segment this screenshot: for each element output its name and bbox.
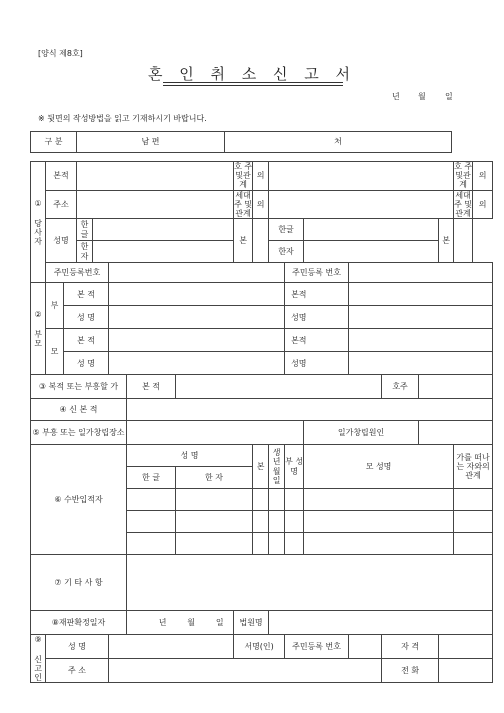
judgment-year-label: 년 [158,618,167,628]
wife-address-field[interactable] [269,190,454,219]
party-address-label: 주소 [46,190,77,219]
wife-hoju-label: 호 주 및관계 [454,162,473,190]
accompanying-bon-label: 본 [253,445,269,489]
husband-resident-label: 주민등록번호 [46,263,109,283]
form-id: [양식 제8호] [38,49,83,58]
husband-address-field[interactable] [77,190,234,219]
wife-father-name-field[interactable] [349,306,493,329]
accompanying-label: ⑥ 수반입적자 [31,445,127,555]
husband-bon-label: 본 [234,219,253,263]
wife-hoju-ui: 의 [473,162,493,191]
husband-hanja-label: 한자 [77,241,93,263]
wife-mother-bonjeok-label: 본적 [285,329,349,352]
return-house-hoju-label: 호주 [382,375,419,399]
other-matters-field[interactable] [127,555,493,611]
return-house-bonjeok-field[interactable] [176,375,382,399]
accompanying-father-label: 부 성명 [285,445,304,489]
reporter-qualification-field[interactable] [439,635,493,659]
wife-father-name-label: 성명 [285,306,349,329]
husband-father-name-field[interactable] [109,306,285,329]
wife-hangul-label: 한글 [269,219,304,241]
wife-bon-label: 본 [439,219,454,263]
husband-hoju-ui: 의 [253,162,269,191]
date-year-label: 년 [392,92,400,101]
wife-mother-name-field[interactable] [349,352,493,375]
husband-sedaeju-ui: 의 [253,190,269,219]
father-name-label: 성 명 [64,306,109,329]
reporter-address-field[interactable] [109,659,382,683]
reporter-name-label: 성 명 [46,635,109,659]
party-bonjeok-label: 본적 [46,162,77,191]
reporter-address-label: 주 소 [46,659,109,683]
mother-name-label: 성 명 [64,352,109,375]
wife-hangul-field[interactable] [304,219,439,241]
new-bonjeok-field[interactable] [127,399,493,421]
wife-father-bonjeok-field[interactable] [349,283,493,306]
judgment-month-label: 월 [187,618,196,628]
wife-label: 처 [225,132,452,153]
new-bonjeok-label: ④ 신 본 적 [31,399,127,421]
parents-section-label: ② 부모 [31,283,46,375]
wife-bon-field[interactable] [454,219,473,263]
return-house-bonjeok-label: 본 적 [127,375,176,399]
husband-bonjeok-field[interactable] [77,162,234,191]
father-label: 부 [46,283,64,329]
wife-resident-field[interactable] [349,263,493,283]
reporter-resident-field[interactable] [349,635,382,659]
wife-mother-name-label: 성명 [285,352,349,375]
husband-label: 남 편 [77,132,225,153]
date-month-label: 월 [418,92,426,101]
husband-sedaeju-label: 세대주 및관계 [234,190,253,218]
new-house-reason-field[interactable] [419,421,493,445]
reporter-phone-field[interactable] [439,659,493,683]
judgment-date-label: ⑧재판확정일자 [31,611,127,635]
wife-mother-bonjeok-field[interactable] [349,329,493,352]
wife-hanja-field[interactable] [304,241,439,263]
reporter-name-field[interactable] [109,635,234,659]
husband-father-bonjeok-field[interactable] [109,283,285,306]
judgment-date-field[interactable] [127,611,234,635]
title-underline [163,85,343,86]
reporter-section-label: ⑨ 신고인 [31,635,46,683]
accompanying-hanja-label: 한 자 [176,467,253,489]
return-house-label: ③ 복적 또는 부흥할 가 [31,375,127,399]
wife-resident-label: 주민등록 번호 [285,263,349,283]
other-matters-label: ⑦ 기 타 사 항 [31,555,127,611]
wife-hanja-label: 한자 [269,241,304,263]
party-name-label: 성명 [46,219,77,263]
date-day-label: 일 [445,92,453,101]
main-form-table [30,161,493,683]
reporter-resident-label: 주민등록 번호 [285,635,349,659]
judgment-day-label: 일 [215,618,224,628]
husband-resident-field[interactable] [109,263,285,283]
gubun-label: 구 분 [31,132,77,153]
new-house-place-label: ⑤ 부흥 또는 일가창립장소 [31,421,127,445]
husband-hanja-field[interactable] [93,241,234,263]
notice-text: ※ 뒷면의 작성방법을 읽고 기재하시기 바랍니다. [38,114,207,123]
header-table [30,131,452,153]
accompanying-hangul-label: 한 글 [127,467,176,489]
mother-bonjeok-label: 본 적 [64,329,109,352]
court-name-field[interactable] [269,611,493,635]
father-bonjeok-label: 본 적 [64,283,109,306]
husband-hangul-label: 한글 [77,219,93,241]
reporter-qualification-label: 자 격 [382,635,439,659]
form-title: 혼 인 취 소 신 고 서 [147,65,357,83]
accompanying-relation-label: 가를 떠나는 자와의 관계 [454,445,493,489]
wife-bonjeok-field[interactable] [269,162,454,191]
husband-hangul-field[interactable] [93,219,234,241]
new-house-reason-label: 일가창립원인 [304,421,419,445]
new-house-place-field[interactable] [127,421,304,445]
wife-sedaeju-ui: 의 [473,190,493,219]
accompanying-mother-label: 모 성명 [304,445,454,489]
party-section-label: ① 당사자 [31,162,46,283]
court-name-label: 법원명 [234,611,269,635]
accompanying-birth-label: 생년 월일 [269,445,285,489]
husband-bon-field[interactable] [253,219,269,263]
reporter-phone-label: 전 화 [382,659,439,683]
mother-label: 모 [46,329,64,375]
husband-mother-bonjeok-field[interactable] [109,329,285,352]
wife-father-bonjeok-label: 본적 [285,283,349,306]
husband-mother-name-field[interactable] [109,352,285,375]
wife-sedaeju-label: 세대주 및관계 [454,190,473,218]
reporter-sign-label: 서명(인) [234,635,285,659]
return-house-hoju-field[interactable] [419,375,493,399]
husband-hoju-label: 호 주 및관계 [234,162,253,190]
title-underline [163,82,343,83]
accompanying-name-label: 성 명 [127,445,253,467]
